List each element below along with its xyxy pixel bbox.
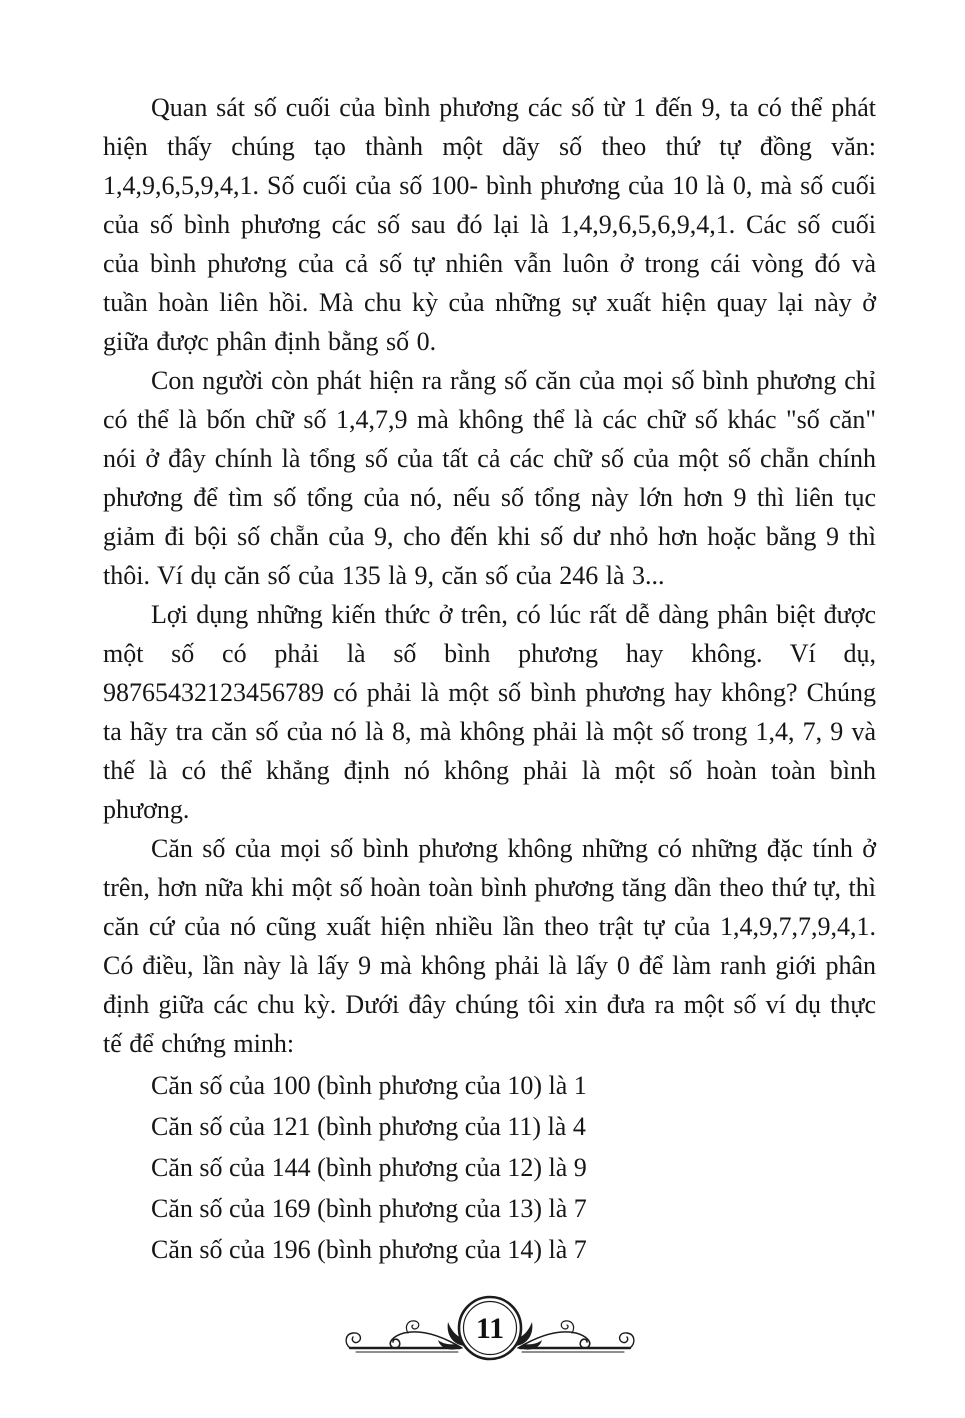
example-line: Căn số của 196 (bình phương của 14) là 7 [151, 1235, 587, 1264]
page-number: 11 [475, 1312, 504, 1345]
example-line: Căn số của 121 (bình phương của 11) là 4 [151, 1112, 586, 1141]
flourish-icon [335, 1284, 645, 1380]
example-line: Căn số của 144 (bình phương của 12) là 9 [151, 1153, 587, 1182]
text-column [103, 88, 876, 1270]
page-number-badge [459, 1297, 521, 1359]
body-paragraph: Quan sát số cuối của bình phương các số từ 1 đến 9, ta có thể phát hiện thấy chúng tạo thành một dãy số theo thứ tự đồng văn: 1,4,9,6,5,9,4,1. Số cuối của số 100- bình phương của 10 là 0, mà số cuối của số bình phương các số sau đó lại là 1,4,9,6,5,6,9,4,1. Các số cuối của bình phương của cả số tự nhiên vẫn luôn ở trong cái vòng đó và tuần hoàn liên hồi. Mà chu kỳ của những sự xuất hiện quay lại này ở giữa được phân định bằng số 0. [103, 93, 876, 356]
examples-list [103, 1065, 876, 1270]
body-paragraph: Căn số của mọi số bình phương không những có những đặc tính ở trên, hơn nữa khi một số hoàn toàn bình phương tăng dần theo thứ tự, thì căn cứ của nó cũng xuất hiện nhiều lần theo trật tự của 1,4,9,7,7,9,4,1. Có điều, lần này là lấy 9 mà không phải là lấy 0 để làm ranh giới phân định giữa các chu kỳ. Dưới đây chúng tôi xin đưa ra một số ví dụ thực tế để chứng minh: [103, 834, 876, 1058]
body-paragraph: Con người còn phát hiện ra rằng số căn của mọi số bình phương chỉ có thể là bốn chữ số 1,4,7,9 mà không thể là các chữ số khác "số căn" nói ở đây chính là tổng số của tất cả các chữ số của một số chẵn chính phương để tìm số tổng của nó, nếu số tổng này lớn hơn 9 thì liên tục giảm đi bội số chẵn của 9, cho đến khi số dư nhỏ hơn hoặc bằng 9 thì thôi. Ví dụ căn số của 135 là 9, căn số của 246 là 3... [103, 366, 876, 590]
example-line: Căn số của 169 (bình phương của 13) là 7 [151, 1194, 587, 1223]
example-line: Căn số của 100 (bình phương của 10) là 1 [151, 1071, 587, 1100]
body-paragraph: Lợi dụng những kiến thức ở trên, có lúc rất dễ dàng phân biệt được một số có phải là số bình phương hay không. Ví dụ, 98765432123456789 có phải là một số bình phương hay không? Chúng ta hãy tra căn số của nó là 8, mà không phải là một số trong 1,4, 7, 9 và thế là có thể khẳng định nó không phải là một số hoàn toàn bình phương. [103, 600, 876, 824]
footer-flourish-ornament [103, 1284, 876, 1385]
